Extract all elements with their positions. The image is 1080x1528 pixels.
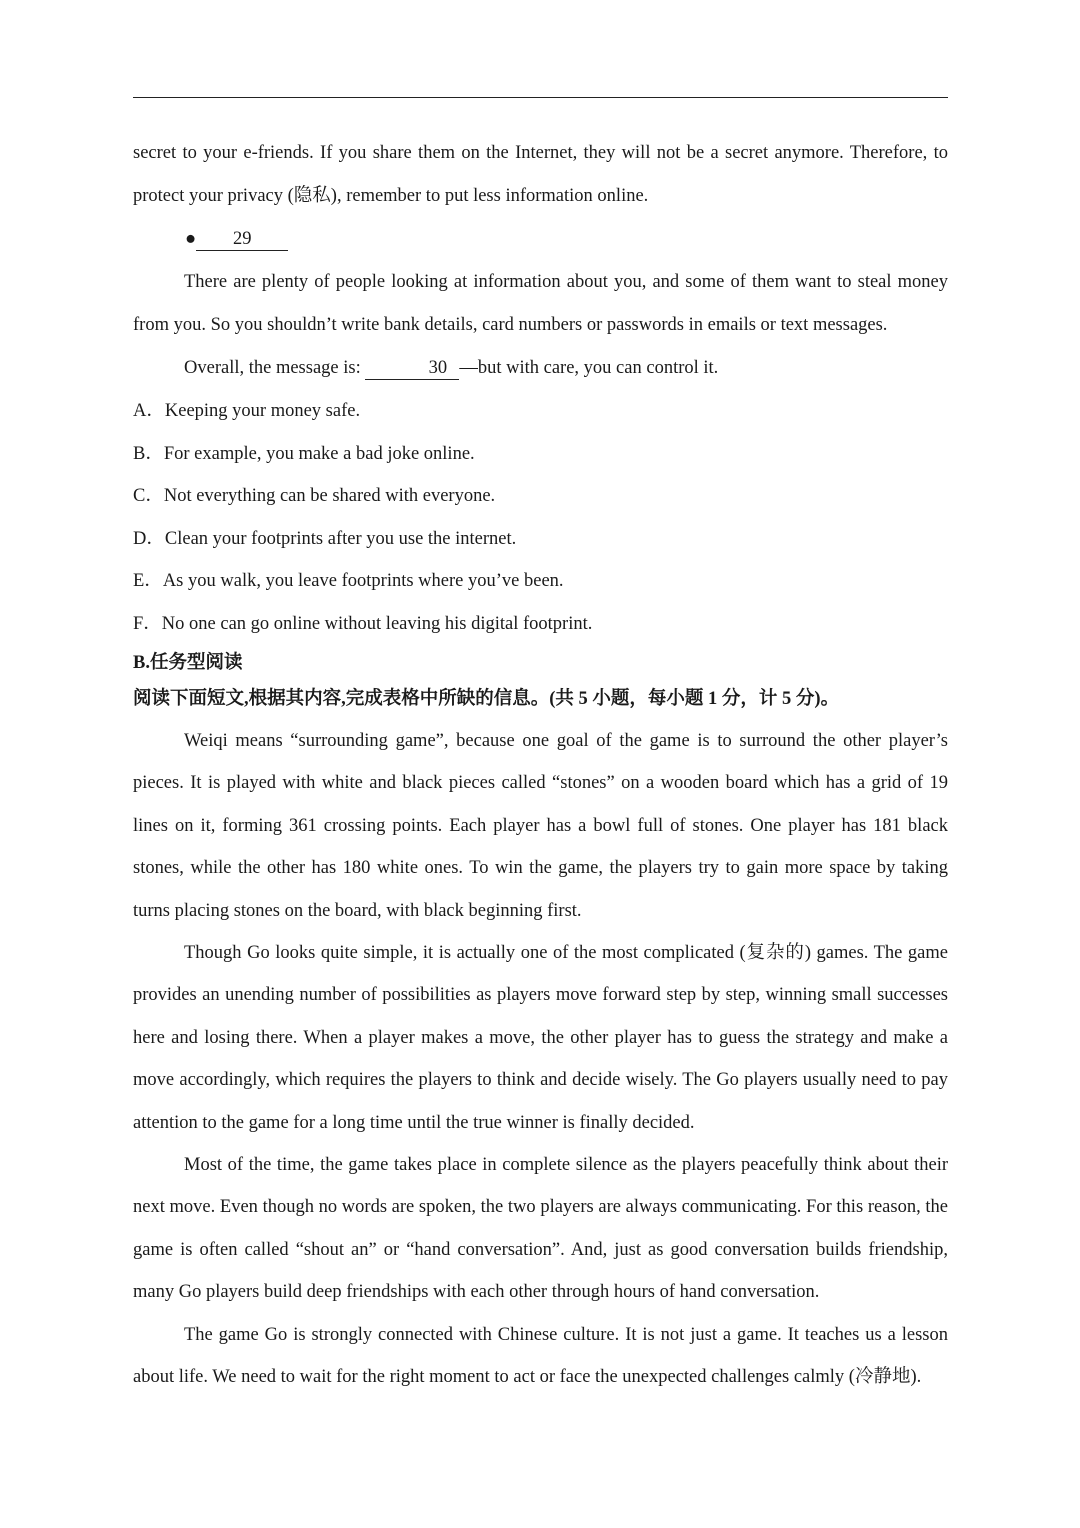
paragraph-go-complicated: Though Go looks quite simple, it is actually one of the most complicated (复杂的) games. The game provides an unending number of possibilities as players move forward step by step, winning small successes here and losing there. When a player makes a move, the other player has to guess the strategy and make a move accordingly, which requires the players to think and decide wisely. The Go players usually need to pay attention to the game for a long time until the true winner is finally decided. bbox=[133, 943, 948, 1133]
option-letter: C． bbox=[133, 486, 164, 506]
option-letter: D． bbox=[133, 528, 165, 549]
option-letter: E． bbox=[133, 571, 163, 591]
paragraph-weiqi-intro: Weiqi means “surrounding game”, because one goal of the game is to surround the other player’s pieces. It is played with white and black pieces called “stones” on a wooden board which has a grid of 19 lines on it, forming 361 crossing points. Each player has a bowl full of stones. One player has 181 black stones, while the other has 180 white ones. To win the game, the players try to gain more space by taking turns placing stones on the board, with black beginning first. bbox=[133, 731, 948, 921]
option-letter: F． bbox=[133, 613, 162, 634]
option-text: Not everything can be shared with everyone. bbox=[163, 486, 496, 506]
paragraph-chinese-culture: The game Go is strongly connected with Chinese culture. It is not just a game. It teaches us a lesson about life. We need to wait for the right moment to act or face the unexpected challenges calmly (冷静地). bbox=[133, 1324, 948, 1388]
paragraph-privacy: secret to your e-friends. If you share them on the Internet, they will not be a secret anymore. Therefore, to protect your privacy (隐私), remember to put less information online. bbox=[133, 143, 948, 206]
options-list bbox=[133, 390, 948, 645]
overall-text-before: Overall, the message is: bbox=[184, 358, 366, 378]
header-rule bbox=[133, 97, 948, 98]
option-c bbox=[133, 475, 948, 518]
option-a bbox=[133, 390, 948, 433]
document-body bbox=[133, 132, 948, 1399]
paragraph-overall-message bbox=[133, 347, 948, 390]
option-text: For example, you make a bad joke online. bbox=[163, 443, 475, 464]
option-text: Keeping your money safe. bbox=[164, 401, 361, 421]
blank-30: 30 bbox=[365, 357, 459, 380]
section-b-title: B.任务型阅读 bbox=[133, 653, 243, 673]
bullet-marker: ● bbox=[185, 229, 197, 249]
blank-29: 29 bbox=[196, 228, 288, 251]
option-letter: A． bbox=[133, 401, 165, 421]
overall-text-after: —but with care, you can control it. bbox=[459, 358, 719, 378]
option-letter: B． bbox=[133, 443, 164, 464]
option-text: Clean your footprints after you use the internet. bbox=[164, 528, 517, 549]
bullet-blank-29 bbox=[133, 218, 948, 261]
option-e bbox=[133, 560, 948, 603]
option-d bbox=[133, 518, 948, 561]
section-b-instruction: 阅读下面短文,根据其内容,完成表格中所缺的信息。(共 5 小题，每小题 1 分，计 5 分)。 bbox=[133, 689, 840, 709]
option-text: No one can go online without leaving his digital footprint. bbox=[161, 613, 593, 634]
paragraph-hand-conversation: Most of the time, the game takes place in complete silence as the players peacefully think about their next move. Even though no words are spoken, the two players are always communicating. For this reason, the game is often called “shout an” or “hand conversation”. And, just as good conversation builds friendship, many Go players build deep friendships with each other through hours of hand conversation. bbox=[133, 1155, 948, 1303]
option-f bbox=[133, 603, 948, 646]
option-text: As you walk, you leave footprints where you’ve been. bbox=[162, 571, 564, 591]
option-b bbox=[133, 433, 948, 476]
paragraph-bank-details: There are plenty of people looking at information about you, and some of them want to steal money from you. So you shouldn’t write bank details, card numbers or passwords in emails or text messages. bbox=[133, 272, 948, 335]
